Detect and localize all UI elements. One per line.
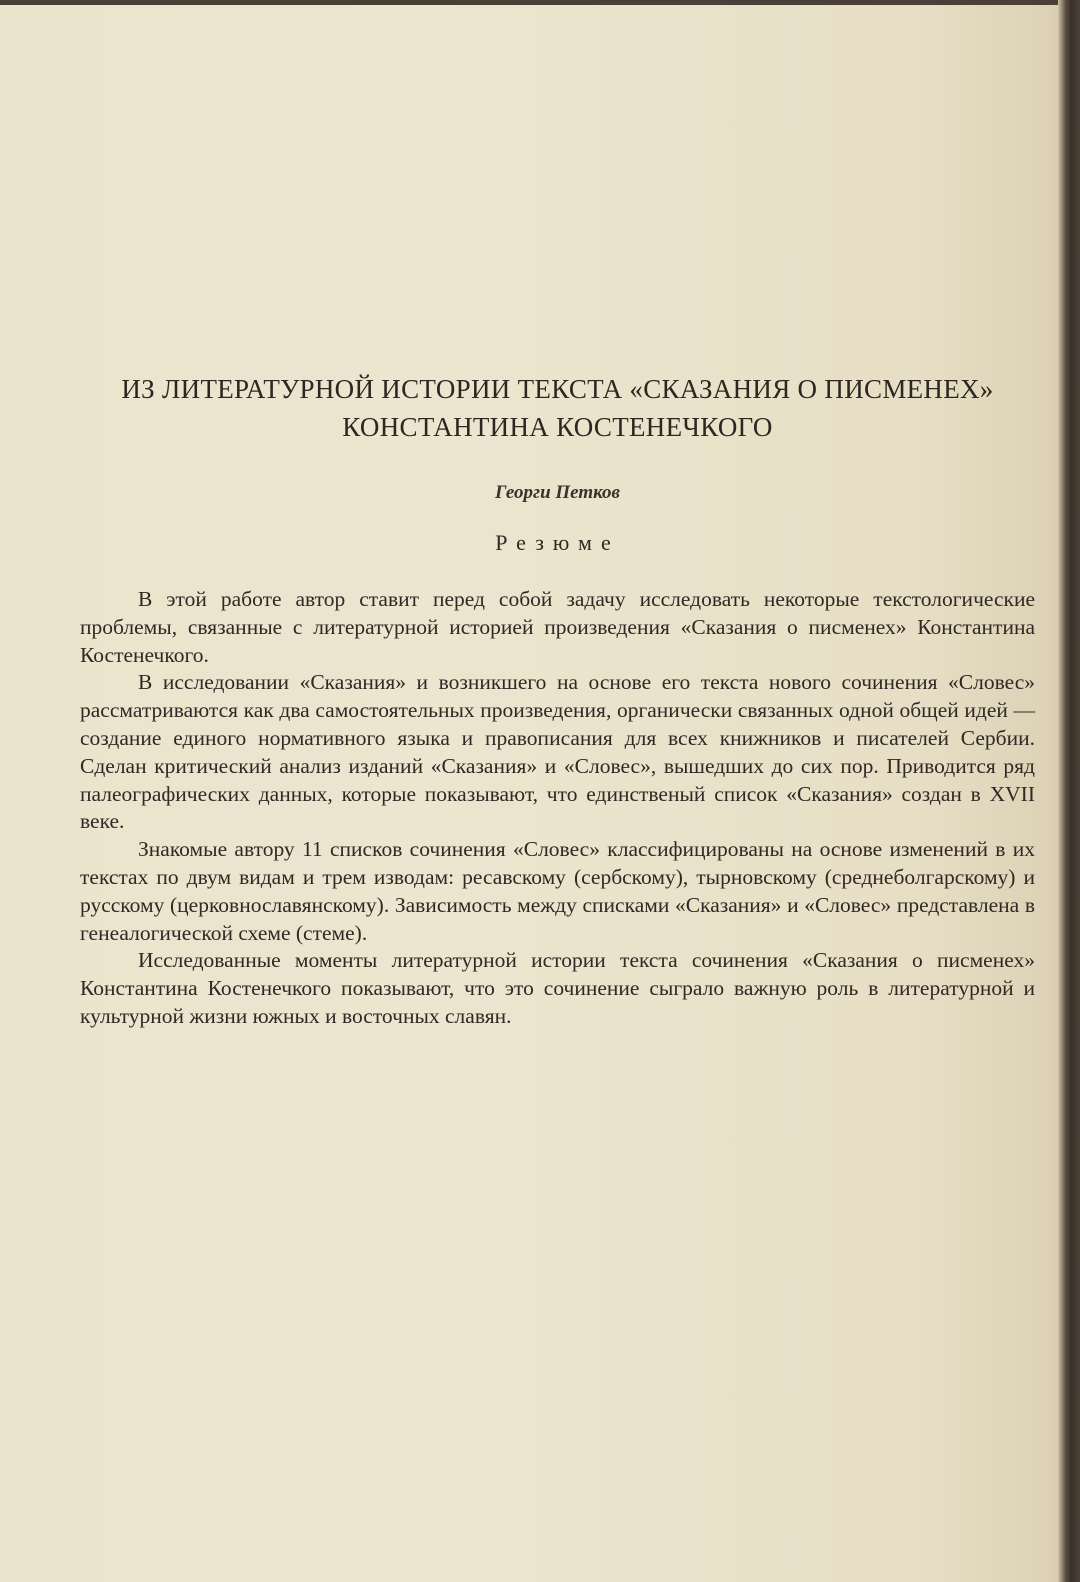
article-content xyxy=(80,370,1035,1031)
book-spine-edge xyxy=(1058,0,1080,1582)
page-top-edge xyxy=(0,0,1060,5)
paragraph-4: Исследованные моменты литературной истории текста сочинения «Сказания о писменех» Константина Костенечкого показывают, что это сочинение сыграло важную роль в литературной и культурной жизни южных и восточных славян. xyxy=(80,948,1035,1028)
article-title-line-2: КОНСТАНТИНА КОСТЕНЕЧКОГО xyxy=(342,412,773,442)
paragraph-3: Знакомые автору 11 списков сочинения «Словес» классифицированы на основе изменений в их текстах по двум видам и трем изводам: ресавскому (сербскому), тырновскому (среднеболгарскому) и русскому (церковнославянскому). Зависимость между списками «Сказания» и «Словес» представлена в генеалогической схеме (стеме). xyxy=(80,837,1035,945)
paragraph-1: В этой работе автор ставит перед собой задачу исследовать некоторые текстологические проблемы, связанные с литературной историей произведения «Сказания о писменех» Константина Костенечкого. xyxy=(80,587,1035,667)
summary-heading: Резюме xyxy=(495,530,620,555)
article-title-line-1: ИЗ ЛИТЕРАТУРНОЙ ИСТОРИИ ТЕКСТА «СКАЗАНИЯ О ПИСМЕНЕХ» xyxy=(121,374,994,404)
paragraph-2: В исследовании «Сказания» и возникшего на основе его текста нового сочинения «Словес» рассматриваются как два самостоятельных произведения, органически связанных одной общей идей — создание единого нормативного языка и правописания для всех книжников и писателей Сербии. Сделан критический анализ изданий «Сказания» и «Словес», вышедших до сих пор. Приводится ряд палеографических данных, которые показывают, что единственый список «Сказания» создан в XVII веке. xyxy=(80,670,1035,834)
summary-body xyxy=(80,586,1035,1031)
article-title xyxy=(80,370,1035,446)
author-name: Георги Петков xyxy=(494,482,621,503)
